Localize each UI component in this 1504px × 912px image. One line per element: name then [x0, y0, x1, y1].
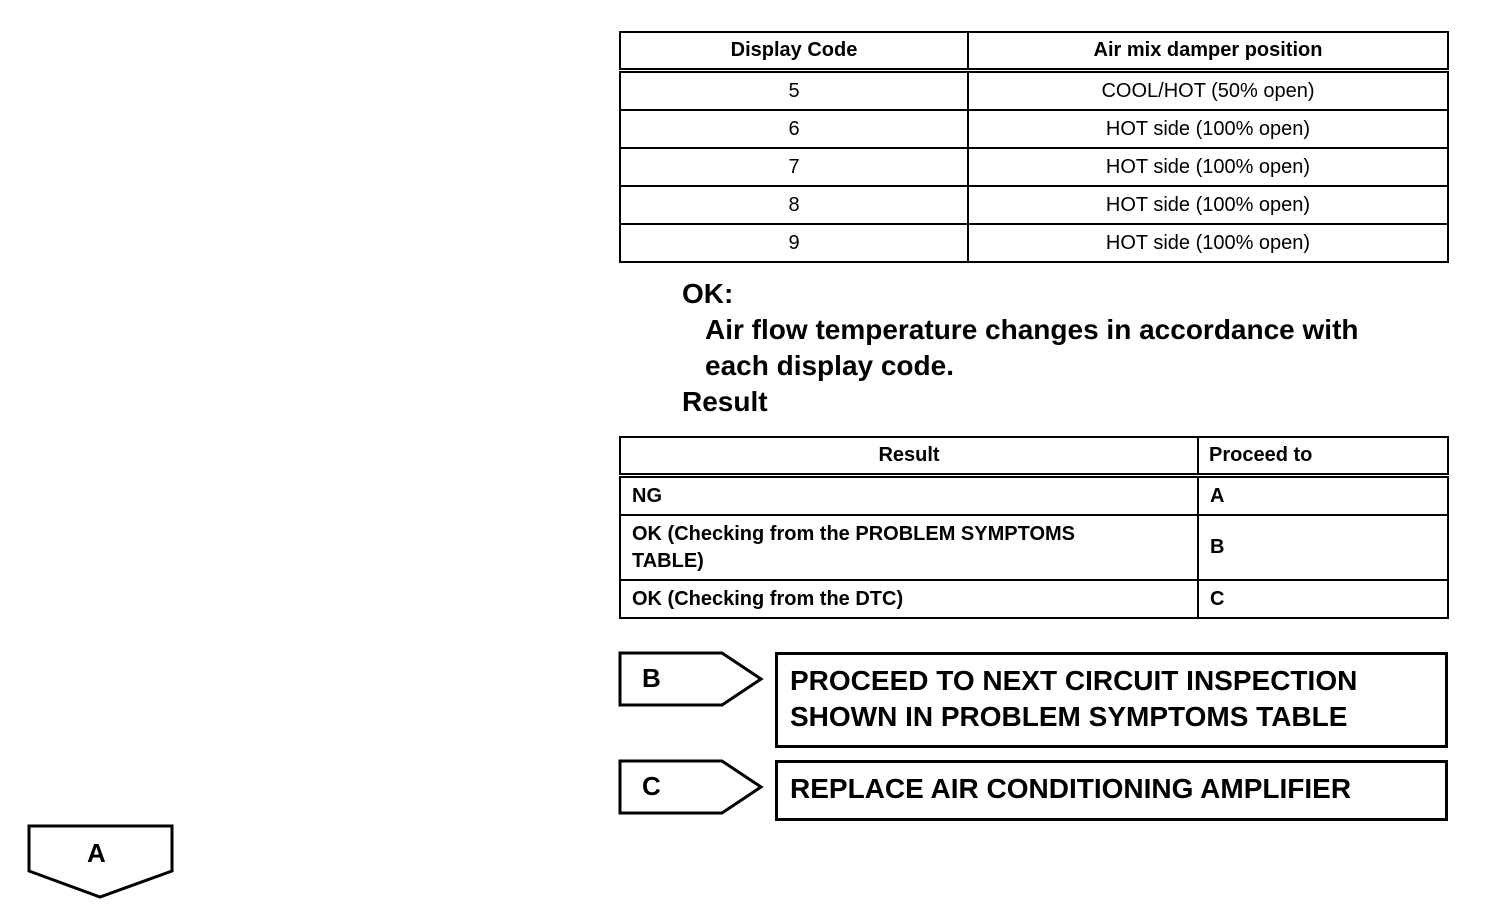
arrow-tag-c-icon: [617, 758, 767, 816]
display-code-cell: 6: [620, 110, 968, 148]
action-text-line-1: PROCEED TO NEXT CIRCUIT INSPECTION: [790, 665, 1358, 696]
damper-position-cell: HOT side (100% open): [968, 110, 1448, 148]
result-table: [619, 436, 1449, 619]
ok-spec-line-2: each display code.: [705, 350, 954, 381]
ok-heading: OK:: [682, 278, 734, 309]
display-code-cell: 7: [620, 148, 968, 186]
damper-position-cell: HOT side (100% open): [968, 186, 1448, 224]
table-row: [620, 71, 1448, 111]
table-row: [620, 110, 1448, 148]
table-header-row: [620, 437, 1448, 476]
display-code-cell: 5: [620, 71, 968, 111]
action-text-line-2: SHOWN IN PROBLEM SYMPTOMS TABLE: [790, 701, 1348, 732]
ok-spec-line-1: Air flow temperature changes in accordance with: [705, 314, 1359, 345]
tag-letter-b: B: [642, 663, 661, 693]
action-box-replace-amplifier: REPLACE AIR CONDITIONING AMPLIFIER: [775, 760, 1448, 821]
table-row: [620, 148, 1448, 186]
damper-position-cell: HOT side (100% open): [968, 148, 1448, 186]
proceed-cell: A: [1198, 476, 1448, 516]
proceed-cell: C: [1198, 580, 1448, 618]
result-cell: OK (Checking from the DTC): [620, 580, 1198, 618]
column-header-result: Result: [620, 437, 1198, 476]
tag-letter-c: C: [642, 771, 661, 801]
table-row: [620, 580, 1448, 618]
table-row: [620, 515, 1448, 580]
table-row: [620, 224, 1448, 262]
display-code-cell: 9: [620, 224, 968, 262]
result-cell: NG: [620, 476, 1198, 516]
tag-letter-a: A: [87, 838, 106, 868]
action-box-next-circuit: [775, 652, 1448, 748]
proceed-cell: B: [1198, 515, 1448, 580]
display-code-cell: 8: [620, 186, 968, 224]
result-heading: Result: [682, 386, 768, 417]
table-row: [620, 476, 1448, 516]
display-code-table: [619, 31, 1449, 263]
column-header-damper-position: Air mix damper position: [968, 32, 1448, 71]
column-header-proceed-to: Proceed to: [1198, 437, 1448, 476]
table-row: [620, 186, 1448, 224]
result-cell: OK (Checking from the PROBLEM SYMPTOMS TABLE): [620, 515, 1198, 580]
damper-position-cell: COOL/HOT (50% open): [968, 71, 1448, 111]
column-header-display-code: Display Code: [620, 32, 968, 71]
table-header-row: [620, 32, 1448, 71]
damper-position-cell: HOT side (100% open): [968, 224, 1448, 262]
arrow-tag-b-icon: [617, 650, 767, 708]
